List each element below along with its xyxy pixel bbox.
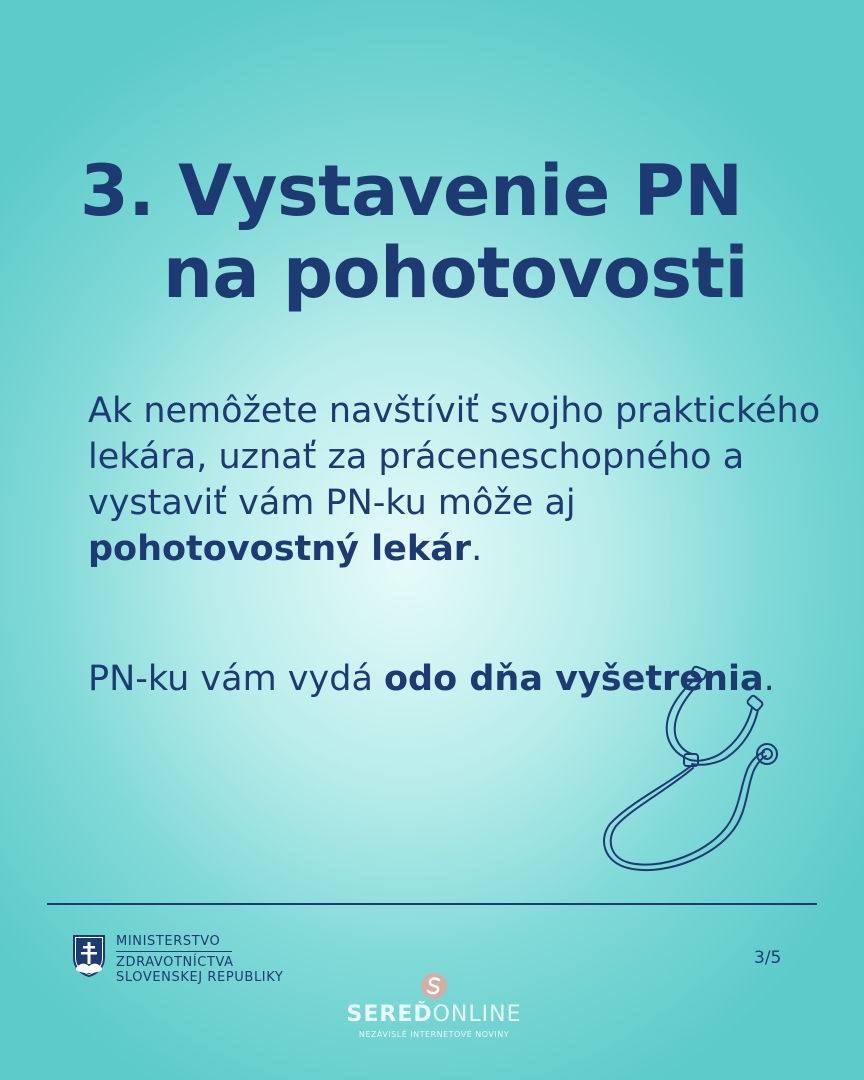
ministry-text	[116, 934, 283, 985]
watermark	[334, 972, 534, 1039]
ministry-logo	[72, 934, 283, 985]
paragraph-2-bold: odo dňa vyšetrenia	[384, 659, 764, 699]
watermark-name-light: ONLINE	[432, 1002, 522, 1027]
paragraph-1-text: Ak nemôžete navštíviť svojho praktického lekára, uznať za práceneschopného a vystaviť vám PN-ku môže aj	[88, 391, 821, 523]
stethoscope-icon	[598, 664, 784, 876]
paragraph-2-text: PN-ku vám vydá	[88, 659, 385, 699]
page-title	[0, 150, 864, 314]
paragraph-1	[88, 388, 828, 572]
seredonline-logo-icon	[420, 972, 448, 1000]
paragraph-1-bold: pohotovostný lekár	[88, 529, 472, 569]
coat-of-arms-icon	[72, 934, 106, 978]
ministry-line-1: MINISTERSTVO	[116, 934, 232, 952]
page-indicator: 3/5	[754, 948, 782, 968]
title-line-1: 3. Vystavenie PN	[80, 150, 743, 232]
paragraph-2-end: .	[763, 659, 775, 699]
body-text	[88, 388, 828, 702]
paragraph-1-end: .	[471, 529, 483, 569]
watermark-name	[334, 1002, 534, 1028]
footer-divider	[47, 903, 817, 905]
watermark-tagline: NEZÁVISLÉ INTERNETOVÉ NOVINY	[358, 1030, 510, 1039]
ministry-line-2: ZDRAVOTNÍCTVA	[116, 955, 234, 970]
watermark-name-bold: SEREĎ	[346, 1002, 433, 1027]
ministry-line-3: SLOVENSKEJ REPUBLIKY	[116, 970, 284, 985]
title-line-2: na pohotovosti	[163, 232, 748, 314]
